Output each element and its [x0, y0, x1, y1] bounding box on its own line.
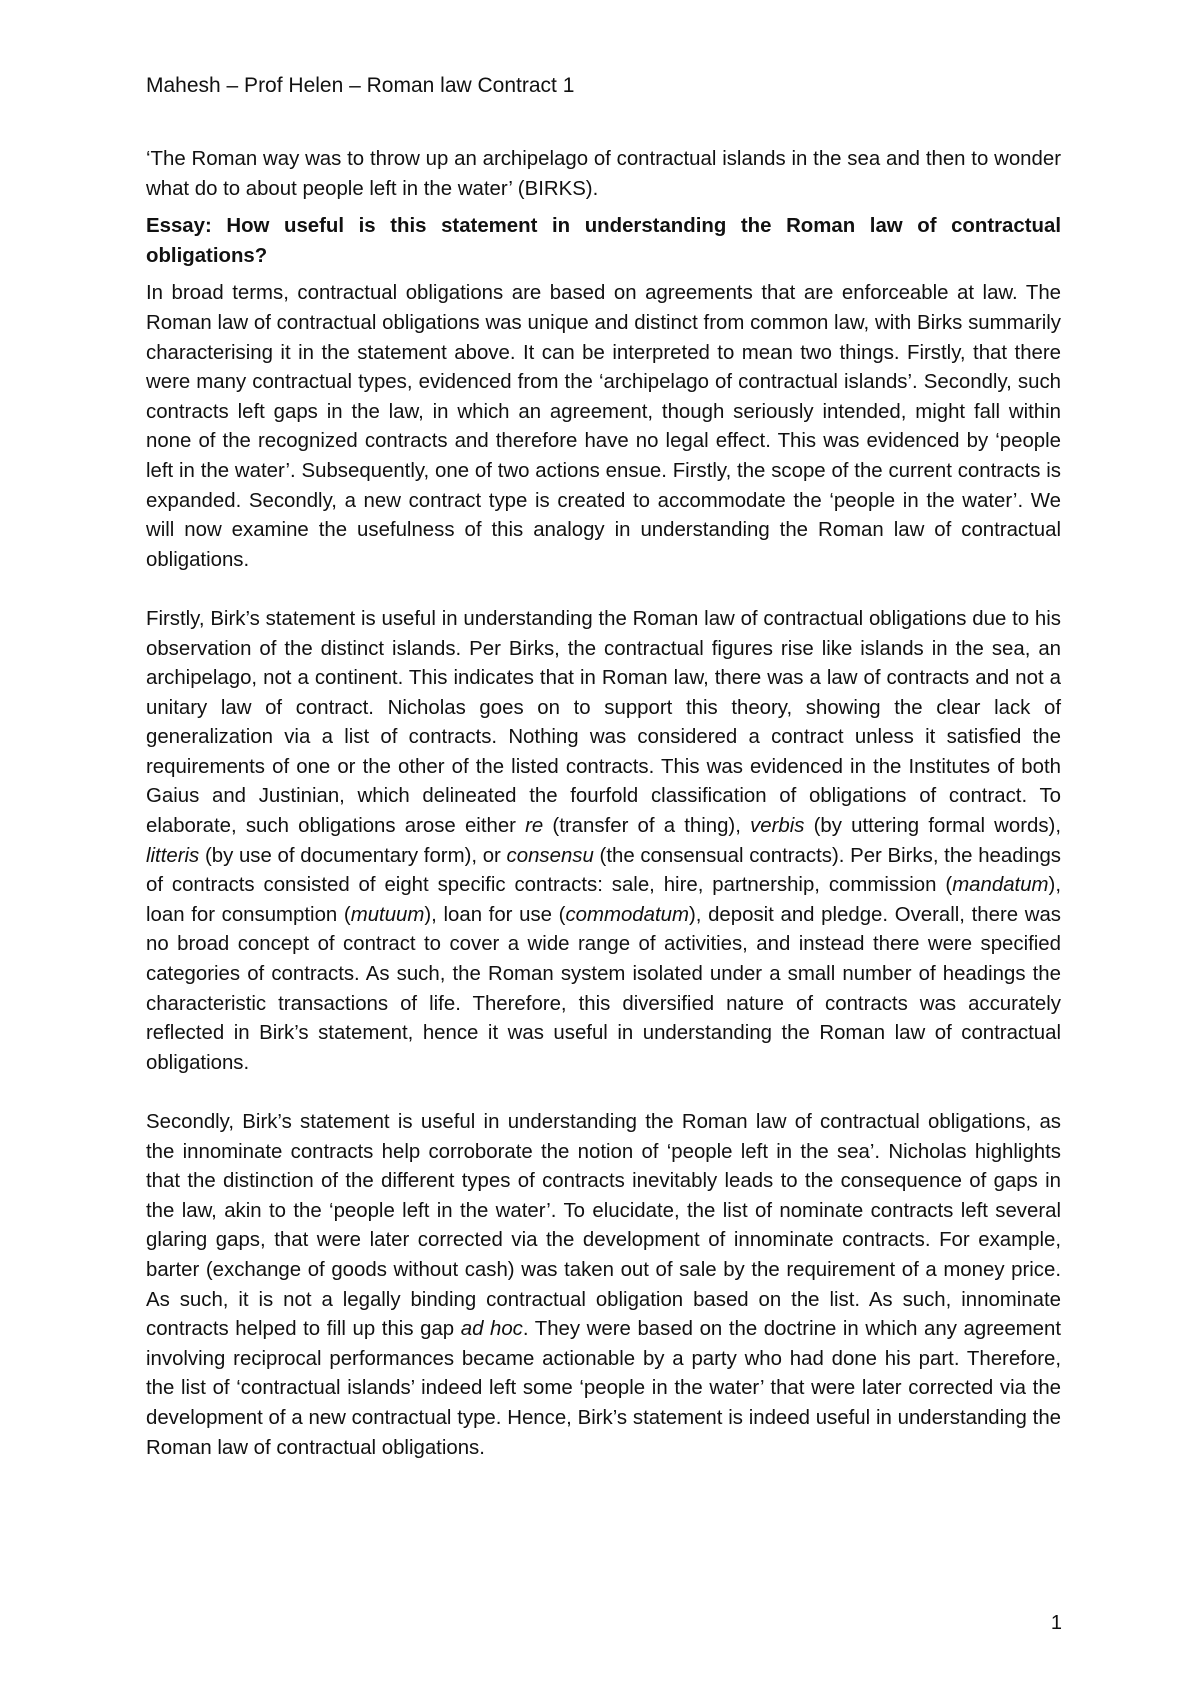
first-paragraph-text-4: (by use of documentary form), or: [199, 844, 507, 867]
second-paragraph-text-1: Secondly, Birk’s statement is useful in understanding the Roman law of contractual obligations, as the innominate contracts help corroborate the notion of ‘people left in the sea’. Nicholas highlights that the distinction of the different types of contracts inevitably leads to the consequence of gaps in the law, akin to the ‘people left in the water’. To elucidate, the list of nominate contracts left several glaring gaps, that were later corrected via the development of innominate contracts. For example, barter (exchange of goods without cash) was taken out of sale by the requirement of a money price. As such, it is not a legally binding contractual obligation based on the list. As such, innominate contracts helped to fill up this gap: [146, 1111, 1061, 1341]
first-paragraph-text-5: (the consensual contracts). Per Birks, the headings of contracts consisted of eight specific contracts: sale, hire, partnership, commission (: [146, 844, 1061, 897]
first-paragraph-text-7: ), loan for use (: [424, 903, 566, 926]
latin-term-litteris: litteris: [146, 844, 200, 867]
first-paragraph-text-2: (transfer of a thing),: [543, 815, 751, 838]
intro-paragraph: In broad terms, contractual obligations are based on agreements that are enforceable at law. The Roman law of contractual obligations was unique and distinct from common law, with Birks summarily characterising it in the statement above. It can be interpreted to mean two things. Firstly, that there were many contractual types, evidenced from the ‘archipelago of contractual islands’. Secondly, such contracts left gaps in the law, in which an agreement, though seriously intended, might fall within none of the recognized contracts and therefore have no legal effect. This was evidenced by ‘people left in the water’. Subsequently, one of two actions ensue. Firstly, the scope of the current contracts is expanded. Secondly, a new contract type is created to accommodate the ‘people in the water’. We will now examine the usefulness of this analogy in understanding the Roman law of contractual obligations.: [146, 282, 1061, 571]
first-paragraph-text-8: ), deposit and pledge. Overall, there was no broad concept of contract to cover a wide range of activities, and instead there were specified categories of contracts. As such, the Roman system isolated under a small number of headings the characteristic transactions of life. Therefore, this diversified nature of contracts was accurately reflected in Birk’s statement, hence it was useful in understanding the Roman law of contractual obligations.: [146, 903, 1061, 1074]
latin-term-verbis: verbis: [750, 815, 805, 838]
first-paragraph-text-1: Firstly, Birk’s statement is useful in understanding the Roman law of contractual obligations due to his observation of the distinct islands. Per Birks, the contractual figures rise like islands in the sea, an archipelago, not a continent. This indicates that in Roman law, there was a law of contracts and not a unitary law of contract. Nicholas goes on to support this theory, showing the clear lack of generalization via a list of contracts. Nothing was considered a contract unless it satisfied the requirements of one or the other of the listed contracts. This was evidenced in the Institutes of both Gaius and Justinian, which delineated the fourfold classification of obligations of contract. To elaborate, such obligations arose either: [146, 607, 1061, 838]
document-body: [146, 145, 1061, 1463]
first-paragraph-text-6: ), loan for consumption (: [146, 874, 1061, 926]
latin-term-commodatum: commodatum: [565, 903, 689, 926]
second-argument-paragraph: [146, 1108, 1061, 1463]
page-number: 1: [1050, 1612, 1062, 1634]
document-header: Mahesh – Prof Helen – Roman law Contract 1: [146, 74, 575, 97]
first-argument-paragraph: [146, 605, 1061, 1079]
latin-term-re: re: [525, 815, 544, 838]
latin-term-consensu: consensu: [506, 844, 594, 867]
first-paragraph-text-3: (by uttering formal words),: [804, 815, 1061, 838]
second-paragraph-text-2: . They were based on the doctrine in which any agreement involving reciprocal performances became actionable by a party who had done his part. Therefore, the list of ‘contractual islands’ indeed left some ‘people in the water’ that were later corrected via the development of a new contractual type. Hence, Birk’s statement is indeed useful in understanding the Roman law of contractual obligations.: [146, 1318, 1061, 1459]
birks-quote: ‘The Roman way was to throw up an archipelago of contractual islands in the sea and then to wonder what do to about people left in the water’ (BIRKS).: [146, 148, 1061, 200]
essay-question: Essay: How useful is this statement in understanding the Roman law of contractual obligations?: [146, 215, 1061, 267]
latin-term-ad-hoc: ad hoc: [460, 1318, 523, 1341]
latin-term-mandatum: mandatum: [952, 874, 1049, 897]
latin-term-mutuum: mutuum: [350, 903, 425, 926]
